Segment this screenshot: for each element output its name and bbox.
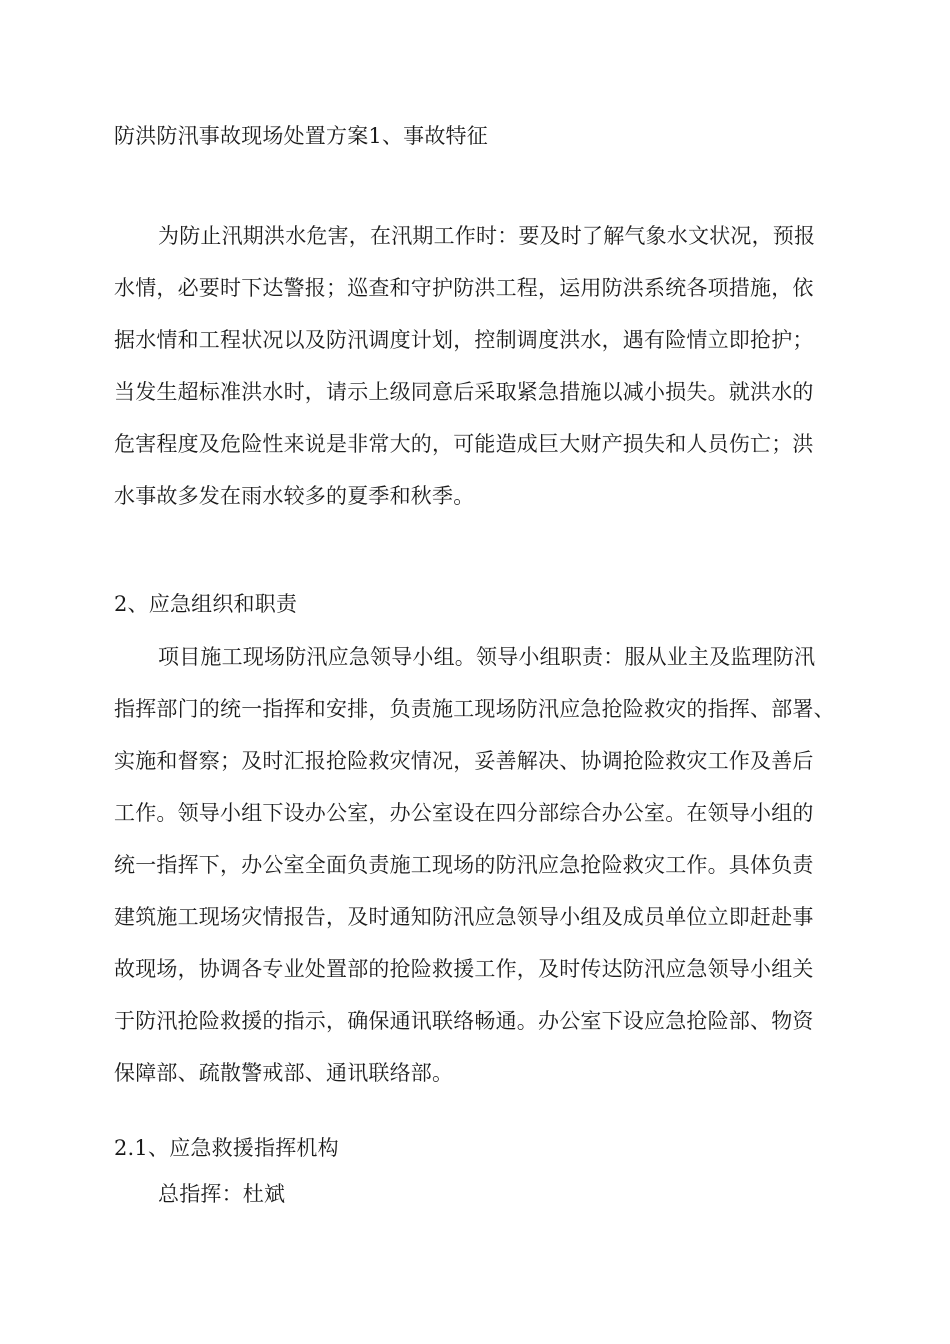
- paragraph-line: 于防汛抢险救援的指示，确保通讯联络畅通。办公室下设应急抢险部、物资: [114, 1009, 814, 1033]
- paragraph-line: 保障部、疏散警戒部、通讯联络部。: [114, 1061, 454, 1085]
- paragraph-line: 危害程度及危险性来说是非常大的，可能造成巨大财产损失和人员伤亡；洪: [114, 432, 814, 456]
- paragraph-line: 水情，必要时下达警报；巡查和守护防洪工程，运用防洪系统各项措施，依: [114, 276, 814, 300]
- paragraph-line: 故现场，协调各专业处置部的抢险救援工作，及时传达防汛应急领导小组关: [114, 957, 814, 981]
- subsection-heading: 2.1、应急救援指挥机构: [114, 1136, 339, 1160]
- paragraph-line: 实施和督察；及时汇报抢险救灾情况，妥善解决、协调抢险救灾工作及善后: [114, 749, 814, 773]
- paragraph-line: 统一指挥下，办公室全面负责施工现场的防汛应急抢险救灾工作。具体负责: [114, 853, 814, 877]
- document-title: 防洪防汛事故现场处置方案1、事故特征: [114, 124, 488, 148]
- paragraph-line: 为防止汛期洪水危害，在汛期工作时：要及时了解气象水文状况，预报: [158, 224, 816, 248]
- paragraph-line: 工作。领导小组下设办公室，办公室设在四分部综合办公室。在领导小组的: [114, 801, 814, 825]
- paragraph-line: 据水情和工程状况以及防汛调度计划，控制调度洪水，遇有险情立即抢护；: [114, 328, 814, 352]
- paragraph-line: 指挥部门的统一指挥和安排，负责施工现场防汛应急抢险救灾的指挥、部署、: [114, 697, 835, 721]
- section-heading: 2、应急组织和职责: [114, 592, 298, 616]
- commander-line: 总指挥：杜斌: [158, 1182, 286, 1206]
- paragraph-line: 水事故多发在雨水较多的夏季和秋季。: [114, 484, 475, 508]
- paragraph-line: 建筑施工现场灾情报告，及时通知防汛应急领导小组及成员单位立即赶赴事: [114, 905, 814, 929]
- paragraph-line: 项目施工现场防汛应急领导小组。领导小组职责：服从业主及监理防汛: [158, 645, 816, 669]
- paragraph-line: 当发生超标准洪水时，请示上级同意后采取紧急措施以减小损失。就洪水的: [114, 380, 814, 404]
